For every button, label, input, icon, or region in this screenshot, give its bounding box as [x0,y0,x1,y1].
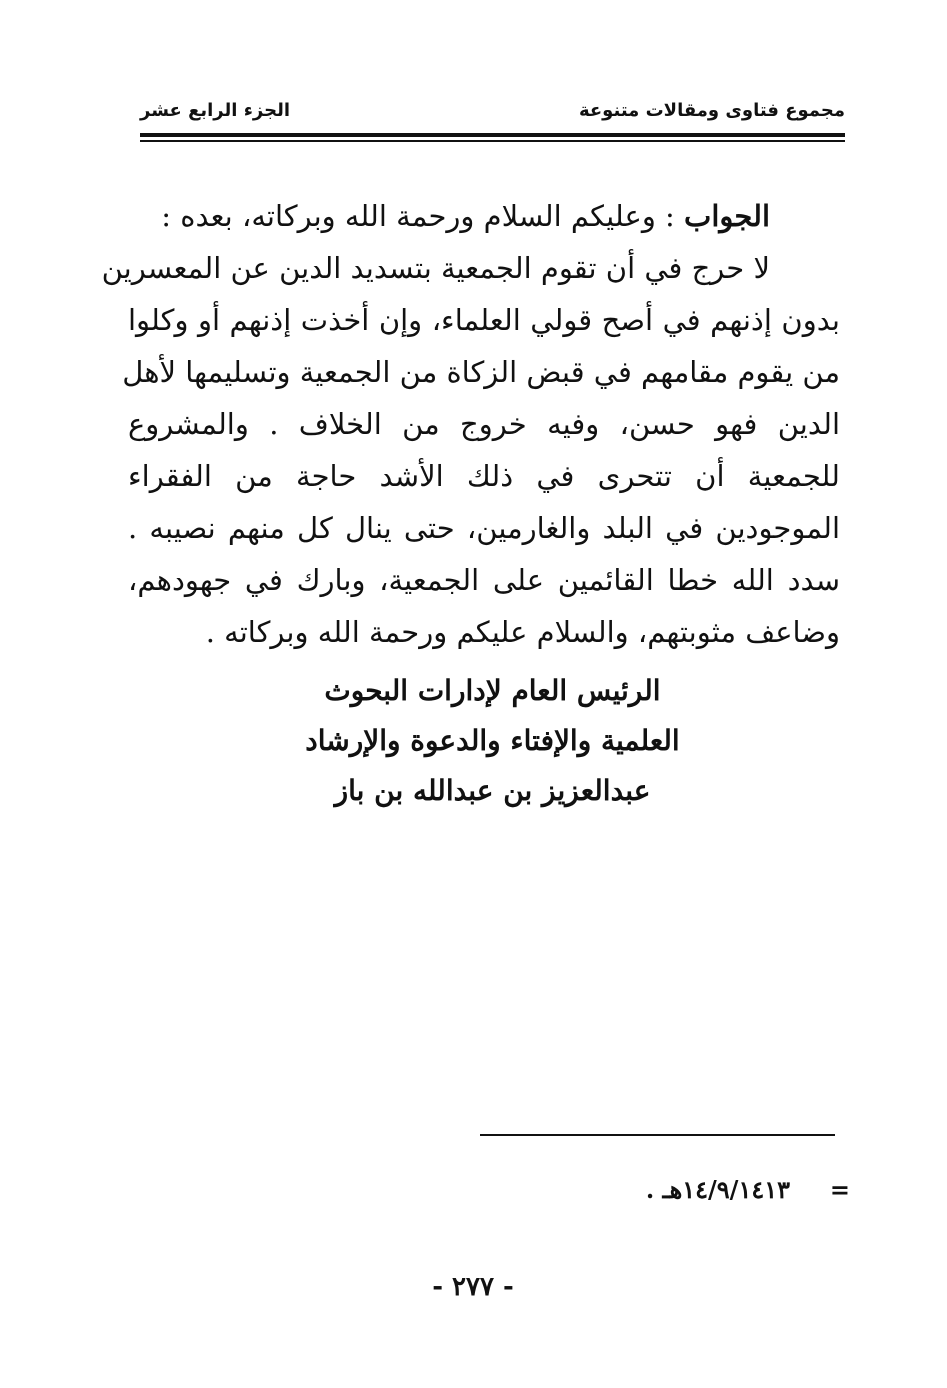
signature-title-line2: العلمية والإفتاء والدعوة والإرشاد [305,724,680,757]
body-line: سدد الله خطا القائمين على الجمعية، وبارك في جهودهم، [128,563,840,597]
volume-label: الجزء الرابع عشر [140,100,290,121]
fatwa-body [101,190,840,658]
book-title: مجموع فتاوى ومقالات متنوعة [578,100,845,121]
body-line: الدين فهو حسن، وفيه خروج من الخلاف . والمشروع [128,407,840,441]
answer-line [128,190,840,242]
answer-label: الجواب [684,199,770,233]
body-line: الموجودين في البلد والغارمين، حتى ينال كل منهم نصيبه . [128,511,840,545]
signature-name: عبدالعزيز بن عبدالله بن باز [334,774,651,807]
footnote-date: ١٤/٩/١٤١٣هـ . [645,1175,790,1204]
signature-block [250,666,735,816]
header-rule-thin [140,140,845,142]
footnote-separator [480,1134,835,1136]
body-line: وضاعف مثوبتهم، والسلام عليكم ورحمة الله وبركاته . [205,615,840,649]
running-header [140,96,845,132]
page-number: - ٢٧٧ - [432,1272,514,1302]
body-line: من يقوم مقامهم في قبض الزكاة من الجمعية وتسليمها لأهل [122,355,840,389]
body-line: للجمعية أن تتحرى في ذلك الأشد حاجة من الفقراء [128,459,840,493]
body-line: لا حرج في أن تقوم الجمعية بتسديد الدين عن المعسرين [101,251,770,285]
answer-greeting: : وعليكم السلام ورحمة الله وبركاته، بعده : [161,199,685,233]
header-rule-thick [140,133,845,137]
footnote-marker: = [829,1175,850,1204]
signature-title-line1: الرئيس العام لإدارات البحوث [324,674,661,707]
body-line: بدون إذنهم في أصح قولي العلماء، وإن أخذت إذنهم أو وكلوا [128,303,840,337]
